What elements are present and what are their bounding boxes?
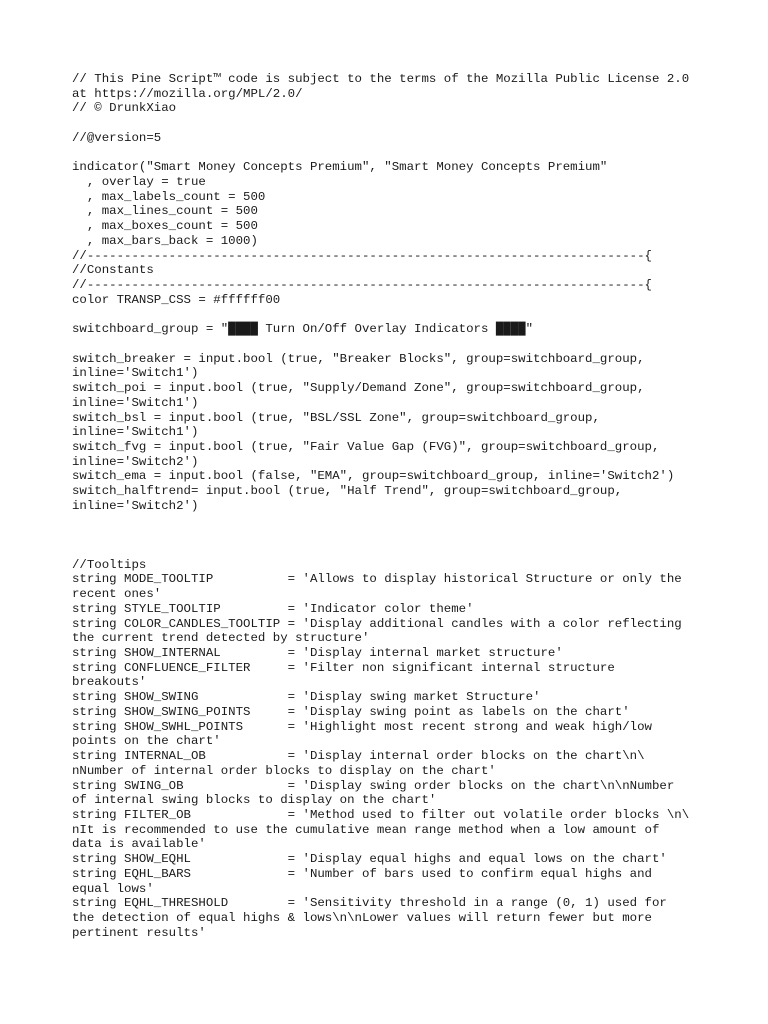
code-line: //---------------------------------------------------------------------------{ bbox=[72, 278, 652, 293]
code-line: string STYLE_TOOLTIP = 'Indicator color theme' bbox=[72, 601, 474, 616]
code-line: string SHOW_SWHL_POINTS = 'Highlight most recent strong and weak high/low bbox=[72, 719, 652, 734]
code-line: //Tooltips bbox=[72, 557, 147, 572]
code-line: string SHOW_SWING_POINTS = 'Display swing point as labels on the chart' bbox=[72, 704, 630, 719]
code-line: , max_boxes_count = 500 bbox=[72, 219, 258, 234]
code-line bbox=[72, 308, 712, 323]
code-line bbox=[72, 528, 712, 543]
code-line: the current trend detected by structure' bbox=[72, 631, 370, 646]
code-block bbox=[72, 72, 712, 940]
code-line: recent ones' bbox=[72, 587, 162, 602]
code-line: , max_lines_count = 500 bbox=[72, 204, 258, 219]
code-line: inline='Switch1') bbox=[72, 395, 199, 410]
code-line: pertinent results' bbox=[72, 925, 206, 940]
code-line: , overlay = true bbox=[72, 175, 206, 190]
code-line: color TRANSP_CSS = #ffffff00 bbox=[72, 292, 281, 307]
code-line: //Constants bbox=[72, 263, 154, 278]
code-line: inline='Switch1') bbox=[72, 366, 199, 381]
code-line: equal lows' bbox=[72, 881, 154, 896]
code-line: string SHOW_SWING = 'Display swing market Structure' bbox=[72, 690, 541, 705]
code-line: breakouts' bbox=[72, 675, 147, 690]
code-line bbox=[72, 146, 712, 161]
code-line: , max_labels_count = 500 bbox=[72, 189, 266, 204]
code-line: string INTERNAL_OB = 'Display internal order blocks on the chart\n\ bbox=[72, 749, 645, 764]
code-line: string COLOR_CANDLES_TOOLTIP = 'Display additional candles with a color reflecting bbox=[72, 616, 682, 631]
code-line: at https://mozilla.org/MPL/2.0/ bbox=[72, 86, 303, 101]
code-line: data is available' bbox=[72, 837, 206, 852]
code-line: inline='Switch2') bbox=[72, 498, 199, 513]
code-line: indicator("Smart Money Concepts Premium", "Smart Money Concepts Premium" bbox=[72, 160, 608, 175]
code-line: points on the chart' bbox=[72, 734, 221, 749]
code-line: string MODE_TOOLTIP = 'Allows to display historical Structure or only the bbox=[72, 572, 682, 587]
code-line: string FILTER_OB = 'Method used to filter out volatile order blocks \n\ bbox=[72, 807, 690, 822]
code-line: switch_ema = input.bool (false, "EMA", group=switchboard_group, inline='Switch2') bbox=[72, 469, 675, 484]
code-line: // This Pine Script™ code is subject to the terms of the Mozilla Public License 2.0 bbox=[72, 72, 690, 86]
code-line: string SHOW_INTERNAL = 'Display internal market structure' bbox=[72, 646, 563, 661]
code-line: // © DrunkXiao bbox=[72, 101, 177, 116]
code-line: inline='Switch2') bbox=[72, 454, 199, 469]
code-line: switch_breaker = input.bool (true, "Breaker Blocks", group=switchboard_group, bbox=[72, 351, 645, 366]
code-line: switch_halftrend= input.bool (true, "Half Trend", group=switchboard_group, bbox=[72, 484, 623, 499]
code-line bbox=[72, 116, 712, 131]
code-line: , max_bars_back = 1000) bbox=[72, 233, 258, 248]
code-line: string EQHL_THRESHOLD = 'Sensitivity threshold in a range (0, 1) used for bbox=[72, 896, 667, 911]
code-line: inline='Switch1') bbox=[72, 425, 199, 440]
code-line: switch_poi = input.bool (true, "Supply/Demand Zone", group=switchboard_group, bbox=[72, 381, 645, 396]
code-line: nNumber of internal order blocks to display on the chart' bbox=[72, 763, 496, 778]
code-line: //---------------------------------------------------------------------------{ bbox=[72, 248, 652, 263]
code-line: nIt is recommended to use the cumulative mean range method when a low amount of bbox=[72, 822, 660, 837]
code-line: //@version=5 bbox=[72, 130, 162, 145]
code-line: string EQHL_BARS = 'Number of bars used to confirm equal highs and bbox=[72, 866, 652, 881]
code-line: switch_bsl = input.bool (true, "BSL/SSL Zone", group=switchboard_group, bbox=[72, 410, 600, 425]
code-line: of internal swing blocks to display on the chart' bbox=[72, 793, 437, 808]
code-line: switch_fvg = input.bool (true, "Fair Value Gap (FVG)", group=switchboard_group, bbox=[72, 439, 660, 454]
code-line: string SWING_OB = 'Display swing order blocks on the chart\n\nNumber bbox=[72, 778, 675, 793]
code-line: string CONFLUENCE_FILTER = 'Filter non significant internal structure bbox=[72, 660, 615, 675]
code-line bbox=[72, 337, 712, 352]
code-line bbox=[72, 514, 712, 529]
code-line bbox=[72, 543, 712, 558]
code-line: string SHOW_EQHL = 'Display equal highs and equal lows on the chart' bbox=[72, 852, 667, 867]
code-line: switchboard_group = "████ Turn On/Off Overlay Indicators ████" bbox=[72, 322, 534, 337]
code-line: the detection of equal highs & lows\n\nLower values will return fewer but more bbox=[72, 910, 652, 925]
